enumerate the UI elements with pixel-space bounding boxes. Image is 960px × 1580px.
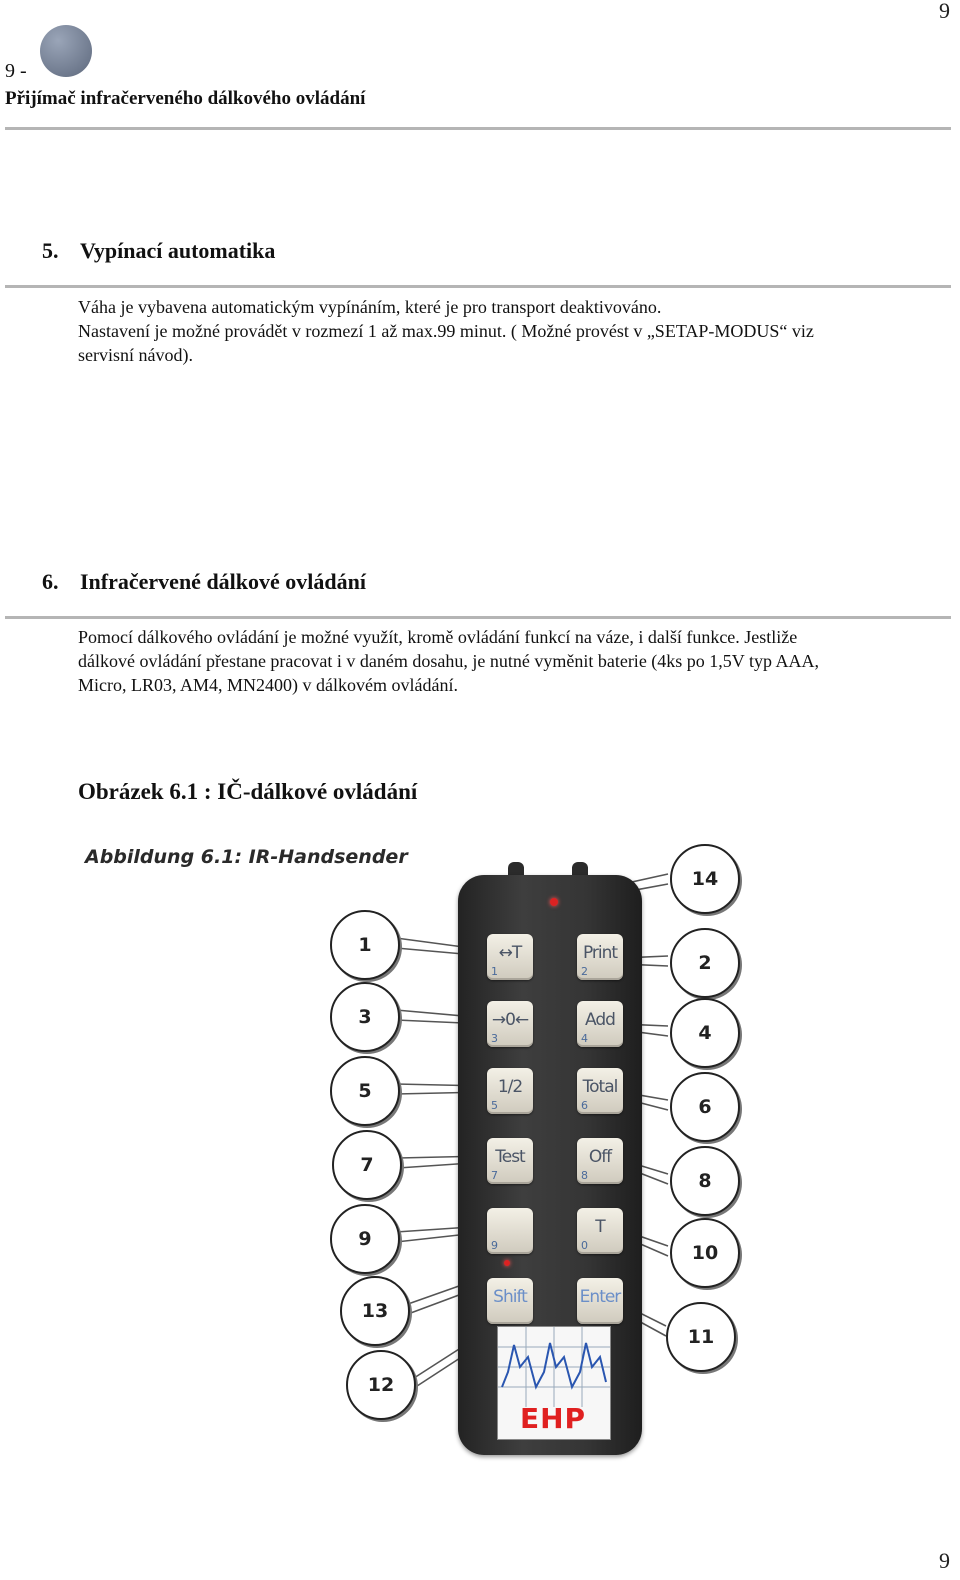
key-label: Enter — [579, 1287, 621, 1307]
weight-icon: T — [595, 1217, 605, 1237]
section-5-number: 5. — [42, 238, 59, 263]
section-6-line: Micro, LR03, AM4, MN2400) v dálkovém ovládání. — [78, 675, 458, 695]
key-total — [577, 1068, 623, 1114]
key-add — [577, 1001, 623, 1047]
section-5-title: Vypínací automatika — [80, 238, 276, 263]
key-sub-label: 5 — [491, 1099, 498, 1112]
header-title: Přijímač infračerveného dálkového ovládání — [5, 88, 366, 109]
callout-4: 4 — [670, 998, 740, 1068]
key-label: Total — [582, 1077, 618, 1097]
key-sub-label: 4 — [581, 1032, 588, 1045]
section-5-line: Váha je vybavena automatickým vypínáním, které je pro transport deaktivováno. — [78, 297, 662, 317]
section-6-line: Pomocí dálkového ovládání je možné využít, kromě ovládání funkcí na váze, i další funkce. Jestliže — [78, 627, 798, 647]
key-sub-label: 1 — [491, 965, 498, 978]
test-triangle-icon: Test — [495, 1147, 525, 1167]
callout-11: 11 — [666, 1302, 736, 1372]
figure-caption: Obrázek 6.1 : IČ-dálkové ovládání — [78, 779, 418, 804]
figure-image-label: Abbildung 6.1: IR-Handsender — [85, 846, 408, 868]
key-sub-label: 6 — [581, 1099, 588, 1112]
key-off — [577, 1138, 623, 1184]
key-tare — [487, 934, 533, 980]
section-6-line: dálkové ovládání přestane pracovat i v daném dosahu, je nutné vyměnit baterie (4ks po 1,5V typ AAA, — [78, 651, 819, 671]
callout-10: 10 — [670, 1218, 740, 1288]
key-enter — [577, 1278, 623, 1324]
key-print — [577, 934, 623, 980]
status-led-icon — [504, 1260, 510, 1266]
brand-logo: EHP — [519, 1402, 587, 1435]
section-5-line: servisní návod). — [78, 345, 193, 365]
key-shift — [487, 1278, 533, 1324]
callout-12: 12 — [346, 1350, 416, 1420]
key-sub-label: 2 — [581, 965, 588, 978]
key-test — [487, 1138, 533, 1184]
callout-14: 14 — [670, 844, 740, 914]
callout-5: 5 — [330, 1056, 400, 1126]
section-6-title: Infračervené dálkové ovládání — [80, 569, 366, 594]
key-half — [487, 1068, 533, 1114]
section-5-line: Nastavení je možné provádět v rozmezí 1 až max.99 minut. ( Možné provést v „SETAP-MODUS“ viz — [78, 321, 814, 341]
callout-1: 1 — [330, 910, 400, 980]
callout-2: 2 — [670, 928, 740, 998]
key-sub-label: 9 — [491, 1239, 498, 1252]
key-label: Off — [588, 1147, 612, 1167]
callout-9: 9 — [330, 1204, 400, 1274]
zero-icon: →0← — [491, 1010, 529, 1030]
key-sub-label: 8 — [581, 1169, 588, 1182]
header-number: 9 - — [5, 60, 27, 82]
key-zero — [487, 1001, 533, 1047]
callout-13: 13 — [340, 1276, 410, 1346]
key-sub-label: 7 — [491, 1169, 498, 1182]
callout-6: 6 — [670, 1072, 740, 1142]
key-label: Print — [582, 943, 618, 963]
callout-3: 3 — [330, 982, 400, 1052]
key-sub-label: 3 — [491, 1032, 498, 1045]
key-label: Add — [585, 1010, 615, 1030]
key-nine — [487, 1208, 533, 1254]
tare-icon: ↔T — [498, 943, 522, 963]
page-number-bottom: 9 — [939, 1548, 950, 1573]
ir-led-icon — [550, 898, 558, 906]
callout-8: 8 — [670, 1146, 740, 1216]
key-label: Shift — [493, 1287, 527, 1307]
callout-7: 7 — [332, 1130, 402, 1200]
key-sub-label: 0 — [581, 1239, 588, 1252]
key-label: 1/2 — [497, 1077, 523, 1097]
page-number-top: 9 — [939, 0, 950, 23]
key-weight — [577, 1208, 623, 1254]
waveform-icon — [498, 1327, 610, 1407]
section-6-number: 6. — [42, 569, 59, 594]
